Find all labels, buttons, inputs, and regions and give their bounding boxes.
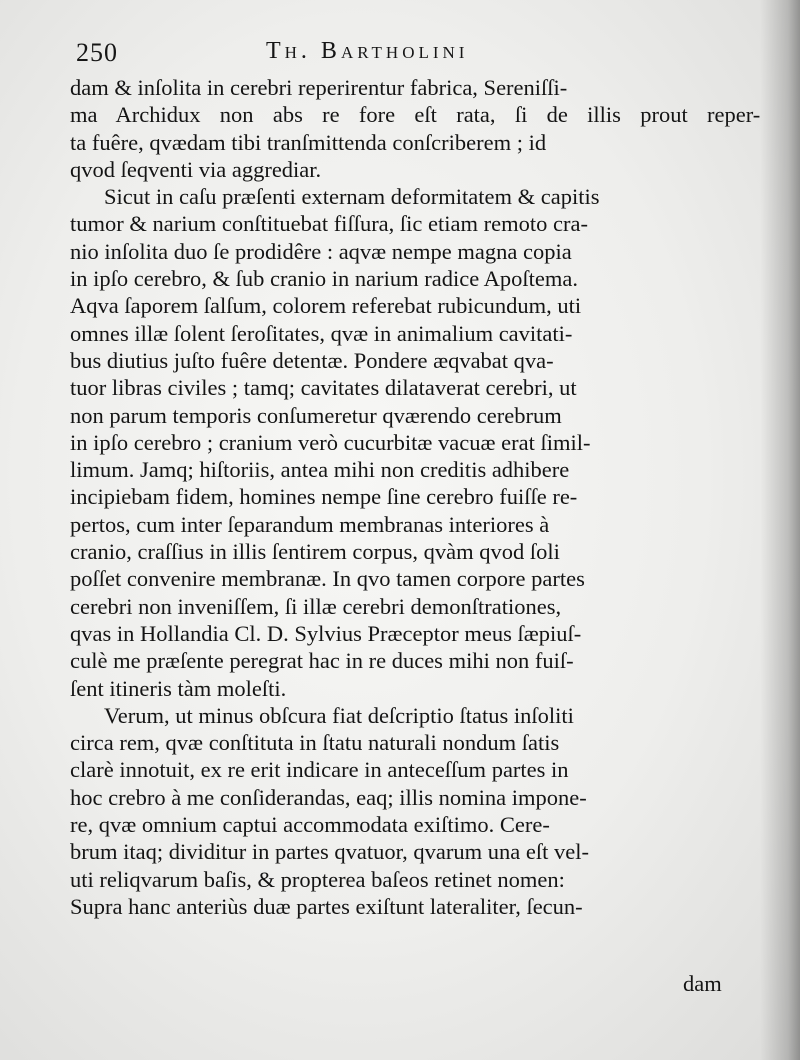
text-line: dam & inſolita in cerebri reperirentur fabrica, Sereniſſi- [70, 75, 568, 100]
text-line: omnes illæ ſolent ſeroſitates, qvæ in animalium cavitati- [70, 320, 573, 346]
text-line: non parum temporis conſumeretur qværendo cerebrum [70, 402, 562, 428]
text-line: incipiebam fidem, homines nempe ſine cerebro fuiſſe re- [70, 484, 578, 510]
text-line: ſent itineris tàm moleſti. [70, 675, 287, 701]
text-line: in ipſo cerebro ; cranium verò cucurbitæ vacuæ erat ſimil- [70, 429, 591, 455]
text-line: Verum, ut minus obſcura fiat deſcriptio ſtatus inſoliti [104, 702, 574, 728]
page-header [76, 38, 756, 72]
text-line: ta fuêre, qvædam tibi tranſmittenda conſcriberem ; id [70, 129, 547, 155]
text-line: qvod ſeqventi via aggrediar. [70, 156, 322, 182]
text-line: re, qvæ omnium captui accommodata exiſtimo. Cere- [70, 812, 550, 838]
text-line: qvas in Hollandia Cl. D. Sylvius Præceptor meus ſæpiuſ- [70, 620, 582, 646]
text-line: Sicut in caſu præſenti externam deformitatem & capitis [104, 184, 600, 210]
page-number: 250 [76, 38, 118, 67]
text-line: in ipſo cerebro, & ſub cranio in narium radice Apoſtema. [70, 266, 578, 292]
text-line: Aqva ſaporem ſalſum, colorem referebat rubicundum, uti [70, 293, 582, 319]
text-line: culè me præſente peregrat hac in re duces mihi non fuiſ- [70, 648, 574, 674]
text-line: tuor libras civiles ; tamq; cavitates dilataverat cerebri, ut [70, 375, 577, 401]
body-text [70, 74, 760, 920]
text-line: brum itaq; dividitur in partes qvatuor, qvarum una eſt vel- [70, 839, 589, 865]
text-line: hoc crebro à me conſiderandas, eaq; illis nomina impone- [70, 784, 587, 810]
text-line: pertos, cum inter ſeparandum membranas interiores à [70, 511, 550, 537]
text-line: limum. Jamq; hiſtoriis, antea mihi non creditis adhibere [70, 457, 570, 483]
text-line: ma Archidux non abs re fore eſt rata, ſi de illis prout reper- [70, 102, 760, 128]
running-head: Th. Bartholini [266, 38, 469, 64]
text-line: circa rem, qvæ conſtituta in ſtatu naturali nondum ſatis [70, 730, 560, 756]
text-line: cranio, craſſius in illis ſentirem corpus, qvàm qvod ſoli [70, 539, 560, 565]
text-line: uti reliqvarum baſis, & propterea baſeos retinet nomen: [70, 866, 565, 892]
text-line: cerebri non inveniſſem, ſi illæ cerebri demonſtrationes, [70, 593, 562, 619]
text-line: tumor & narium conſtituebat fiſſura, ſic etiam remoto cra- [70, 211, 588, 237]
text-line: nio inſolita duo ſe prodidêre : aqvæ nempe magna copia [70, 238, 572, 264]
text-line: clarè innotuit, ex re erit indicare in anteceſſum partes in [70, 757, 569, 783]
binding-shadow [760, 0, 800, 1060]
text-line: Supra hanc anteriùs duæ partes exiſtunt lateraliter, ſecun- [70, 893, 583, 919]
text-line: bus diutius juſto fuêre detentæ. Pondere æqvabat qva- [70, 347, 554, 373]
catchword: dam [683, 971, 722, 996]
text-line: poſſet convenire membranæ. In qvo tamen corpore partes [70, 566, 585, 592]
